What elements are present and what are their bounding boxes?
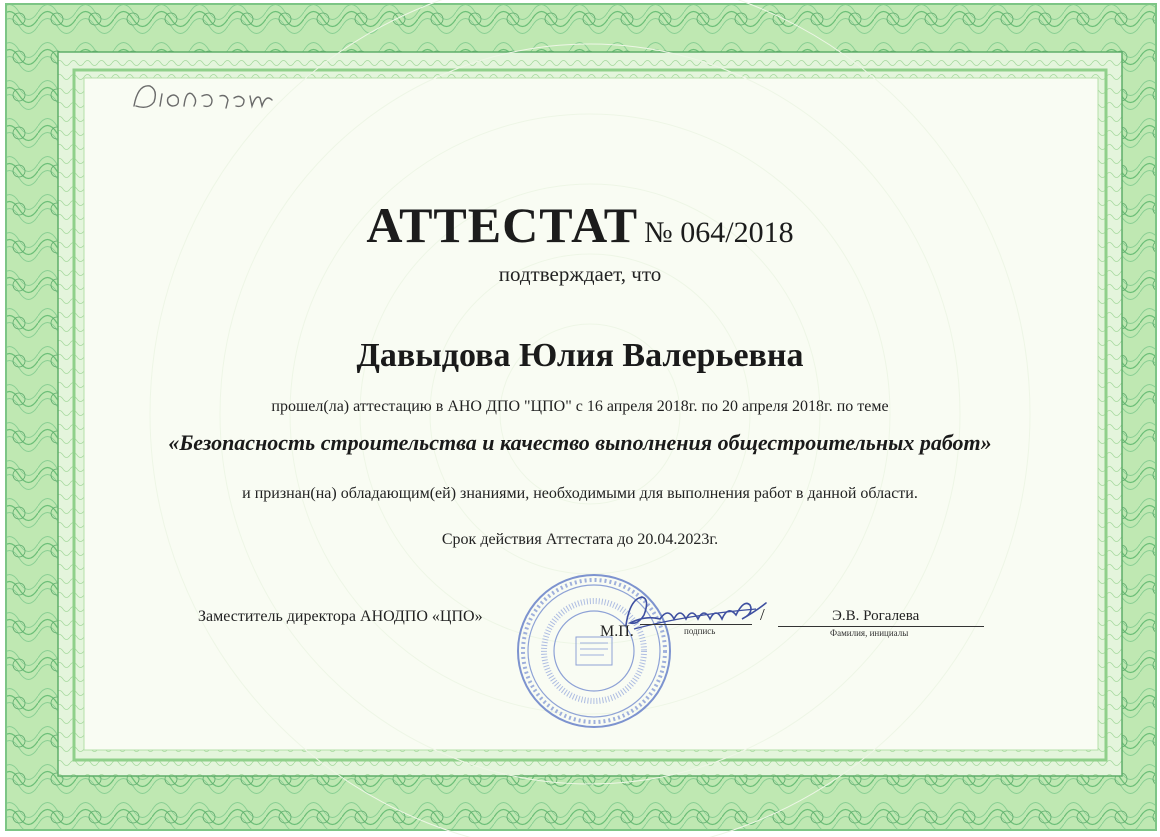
- signature-line: [640, 624, 752, 625]
- name-line: [778, 626, 984, 627]
- title-word: АТТЕСТАТ: [366, 197, 639, 253]
- recognition-line: и признан(на) обладающим(ей) знаниями, необходимыми для выполнения работ в данной области.: [242, 485, 918, 502]
- seal-label: М.П.: [600, 623, 634, 640]
- handwritten-note: [128, 76, 278, 118]
- validity-line: Срок действия Аттестата до 20.04.2023г.: [441, 531, 719, 548]
- holder-name: Давыдова Юлия Валерьевна: [356, 337, 804, 374]
- name-caption: Фамилия, инициалы: [830, 628, 909, 638]
- course-topic: «Безопасность строительства и качество выполнения общестроительных работ»: [168, 430, 992, 455]
- signer-title: Заместитель директора АНОДПО «ЦПО»: [198, 608, 483, 625]
- confirms-text: подтверждает, что: [498, 262, 662, 286]
- certificate-title: [0, 196, 1160, 254]
- signature-caption: подпись: [684, 626, 716, 636]
- certificate-number: № 064/2018: [644, 216, 794, 249]
- attestation-line: прошел(ла) аттестацию в АНО ДПО "ЦПО" с 16 апреля 2018г. по 20 апреля 2018г. по теме: [271, 398, 889, 415]
- separator-slash: /: [760, 605, 765, 624]
- signer-name: Э.В. Рогалева: [832, 608, 920, 624]
